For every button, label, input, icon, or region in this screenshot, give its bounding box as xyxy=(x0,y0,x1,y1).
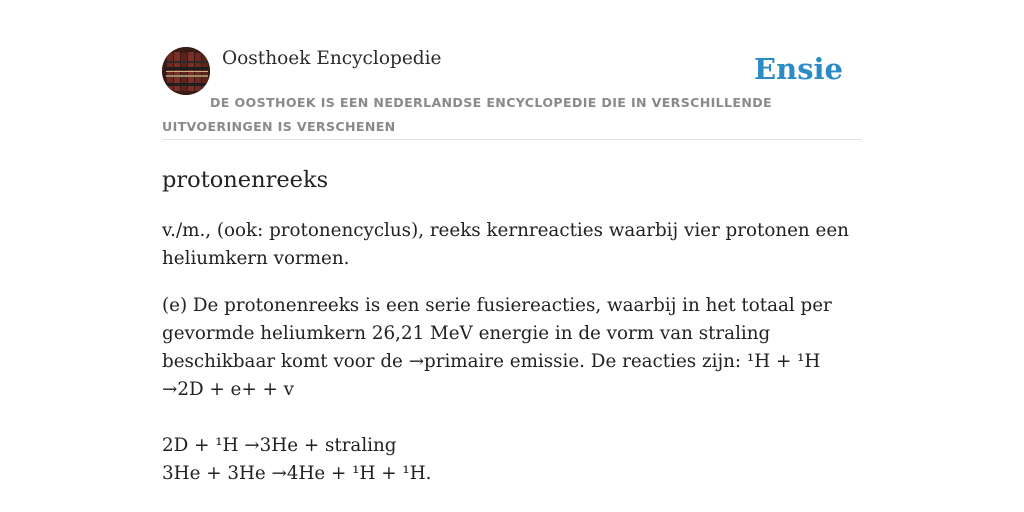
reaction-line: 3He + 3He →4He + ¹H + ¹H. xyxy=(162,463,432,484)
article-title: protonenreeks xyxy=(162,167,329,193)
site-header xyxy=(162,47,862,140)
definition-paragraph: v./m., (ook: protonencyclus), reeks kernreacties waarbij vier protonen een heliumkern vormen. xyxy=(162,220,849,269)
site-avatar[interactable] xyxy=(162,47,210,95)
site-tagline: DE OOSTHOEK IS EEN NEDERLANDSE ENCYCLOPEDIE DIE IN VERSCHILLENDE UITVOERINGEN IS VERSCHENEN xyxy=(162,95,773,134)
page-content xyxy=(162,47,862,488)
body-paragraph: (e) De protonenreeks is een serie fusiereacties, waarbij in het totaal per gevormde heliumkern 26,21 MeV energie in de vorm van straling beschikbaar komt voor de →primaire emissie. De reacties zijn: ¹H + ¹H →2D + e+ + v xyxy=(162,295,832,400)
article-body xyxy=(162,292,862,488)
brand-logo[interactable]: Ensie xyxy=(754,52,843,86)
reaction-line: 2D + ¹H →3He + straling xyxy=(162,435,397,456)
line-break xyxy=(162,404,862,432)
encyclopedia-books-icon xyxy=(162,47,210,95)
site-name[interactable]: Oosthoek Encyclopedie xyxy=(222,48,442,69)
